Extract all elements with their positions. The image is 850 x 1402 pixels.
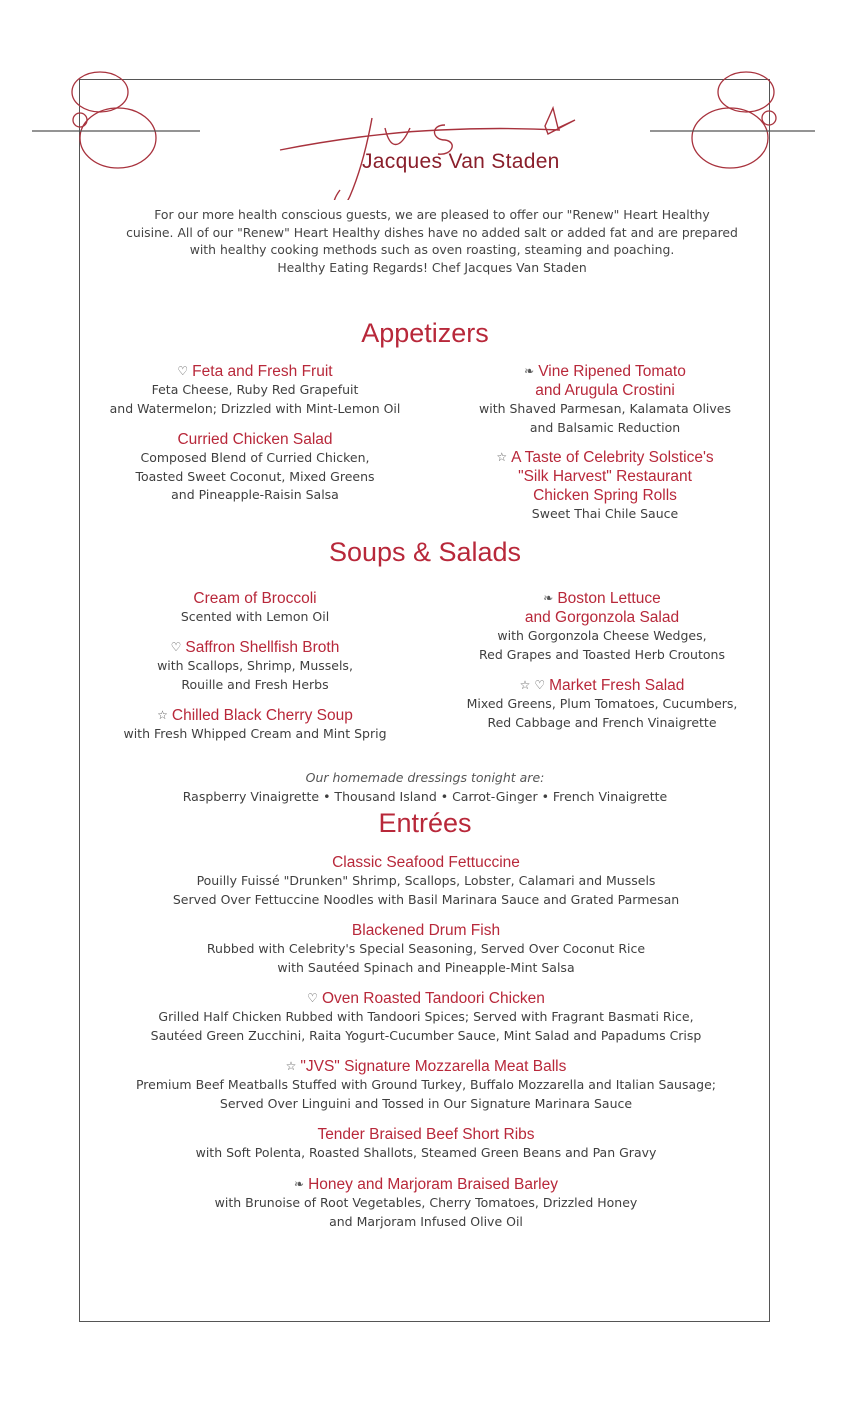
dish-description: Toasted Sweet Coconut, Mixed Greens <box>135 468 375 484</box>
dish-name: Vine Ripened Tomato <box>538 363 686 380</box>
heart-icon: ♡ <box>534 678 546 692</box>
dish-description: Sautéed Green Zucchini, Raita Yogurt-Cucumber Sauce, Mint Salad and Papadums Crisp <box>150 1027 702 1043</box>
dish-description: and Balsamic Reduction <box>529 419 681 435</box>
entrees-title: Entrées <box>378 808 472 838</box>
dish-description: Rouille and Fresh Herbs <box>181 676 329 692</box>
corner-ornament-right-icon <box>650 72 815 168</box>
dish-name: Tender Braised Beef Short Ribs <box>317 1126 535 1143</box>
dish-description: Served Over Linguini and Tossed in Our Signature Marinara Sauce <box>219 1095 633 1111</box>
dish-chicken-spring-rolls <box>440 448 770 524</box>
dish-description: with Fresh Whipped Cream and Mint Sprig <box>123 726 387 741</box>
dish-name: Chilled Black Cherry Soup <box>171 707 353 724</box>
intro-paragraph <box>96 206 768 276</box>
dish-description: Grilled Half Chicken Rubbed with Tandoori Spices; Served with Fragrant Basmati Rice, <box>158 1009 694 1024</box>
dish-description: Premium Beef Meatballs Stuffed with Ground Turkey, Buffalo Mozzarella and Italian Sausage; <box>135 1077 716 1092</box>
dish-name: A Taste of Celebrity Solstice's <box>511 449 714 466</box>
dish-name: Curried Chicken Salad <box>177 431 333 448</box>
dish-classic-seafood-fettuccine <box>90 853 762 909</box>
corner-ornament-left-icon <box>32 72 200 168</box>
intro-line: with healthy cooking methods such as oven roasting, steaming and poaching. <box>189 242 675 257</box>
intro-line: For our more health conscious guests, we are pleased to offer our "Renew" Heart Healthy <box>154 207 710 222</box>
dish-name: Saffron Shellfish Broth <box>185 639 340 656</box>
dish-market-fresh-salad <box>432 676 772 732</box>
dish-name: Boston Lettuce <box>557 590 661 607</box>
heart-icon: ♡ <box>307 991 318 1005</box>
dish-description: and Marjoram Infused Olive Oil <box>329 1213 523 1229</box>
heart-icon: ♡ <box>170 640 182 654</box>
star-signature-icon: ☆ <box>157 708 168 722</box>
dish-honey-marjoram-barley <box>90 1175 762 1231</box>
dish-description: with Shaved Parmesan, Kalamata Olives <box>479 401 731 416</box>
dish-description: Red Cabbage and French Vinaigrette <box>487 714 717 730</box>
dish-feta-fresh-fruit <box>90 362 420 418</box>
dish-description: Mixed Greens, Plum Tomatoes, Cucumbers, <box>466 696 738 711</box>
intro-line: Healthy Eating Regards! Chef Jacques Van Staden <box>277 259 587 275</box>
dish-name: Cream of Broccoli <box>193 590 317 607</box>
heart-icon: ♡ <box>177 364 189 378</box>
dish-chilled-black-cherry-soup <box>90 706 420 744</box>
dish-description: Scented with Lemon Oil <box>180 609 330 624</box>
dish-description: and Watermelon; Drizzled with Mint-Lemon Oil <box>109 400 401 416</box>
dish-jvs-mozzarella-meat-balls <box>90 1057 762 1113</box>
leaf-icon: ❧ <box>524 364 535 378</box>
dish-description: and Pineapple-Raisin Salsa <box>171 487 339 502</box>
dish-description: with Brunoise of Root Vegetables, Cherry Tomatoes, Drizzled Honey <box>214 1195 638 1210</box>
dish-cream-of-broccoli <box>90 589 420 627</box>
dish-oven-roasted-tandoori-chicken <box>90 989 762 1045</box>
star-signature-icon: ☆ <box>519 678 531 692</box>
dish-description: Feta Cheese, Ruby Red Grapefuit <box>151 382 359 397</box>
dish-description: with Gorgonzola Cheese Wedges, <box>497 628 707 643</box>
dish-description: Rubbed with Celebrity's Special Seasoning, Served Over Coconut Rice <box>206 941 646 956</box>
dressings-list: Raspberry Vinaigrette • Thousand Island • Carrot-Ginger • French Vinaigrette <box>182 789 668 804</box>
dish-name: Blackened Drum Fish <box>351 922 501 939</box>
star-signature-icon: ☆ <box>285 1059 297 1073</box>
dish-braised-beef-short-ribs <box>90 1125 762 1163</box>
dish-name: Market Fresh Salad <box>549 677 685 694</box>
dish-name: "Silk Harvest" Restaurant <box>518 468 692 485</box>
dish-name: Chicken Spring Rolls <box>533 487 677 504</box>
dish-description: with Soft Polenta, Roasted Shallots, Steamed Green Beans and Pan Gravy <box>195 1145 657 1160</box>
dish-vine-ripened-tomato <box>440 362 770 437</box>
dish-description: Sweet Thai Chile Sauce <box>531 506 679 521</box>
dish-description: Served Over Fettuccine Noodles with Basil Marinara Sauce and Grated Parmesan <box>172 891 680 907</box>
dish-saffron-shellfish-broth <box>90 638 420 694</box>
leaf-icon: ❧ <box>543 591 554 605</box>
soups-salads-title: Soups & Salads <box>328 537 522 567</box>
dish-name: and Gorgonzola Salad <box>524 609 680 626</box>
dish-blackened-drum-fish <box>90 921 762 977</box>
dish-name: and Arugula Crostini <box>535 382 675 399</box>
chef-name: Jacques Van Staden <box>362 150 560 173</box>
dish-name: Honey and Marjoram Braised Barley <box>308 1176 558 1193</box>
dish-name: Oven Roasted Tandoori Chicken <box>321 990 545 1007</box>
dressings-intro: Our homemade dressings tonight are: <box>305 770 545 785</box>
dish-description: Pouilly Fuissé "Drunken" Shrimp, Scallops, Lobster, Calamari and Mussels <box>196 873 656 888</box>
dressings-note <box>0 768 850 806</box>
dish-boston-lettuce-salad <box>432 589 772 664</box>
dish-name: Classic Seafood Fettuccine <box>332 854 520 871</box>
intro-line: cuisine. All of our "Renew" Heart Healthy dishes have no added salt or added fat and are prepared <box>126 224 738 240</box>
dish-curried-chicken-salad <box>90 430 420 505</box>
dish-description: Red Grapes and Toasted Herb Croutons <box>479 646 725 662</box>
star-signature-icon: ☆ <box>496 450 508 464</box>
leaf-icon: ❧ <box>294 1177 305 1191</box>
dish-description: with Sautéed Spinach and Pineapple-Mint Salsa <box>277 959 575 975</box>
dish-name: "JVS" Signature Mozzarella Meat Balls <box>300 1058 567 1075</box>
dish-name: Feta and Fresh Fruit <box>192 363 333 380</box>
appetizers-title: Appetizers <box>361 318 489 348</box>
dish-description: Composed Blend of Curried Chicken, <box>140 450 370 465</box>
dish-description: with Scallops, Shrimp, Mussels, <box>157 658 353 673</box>
